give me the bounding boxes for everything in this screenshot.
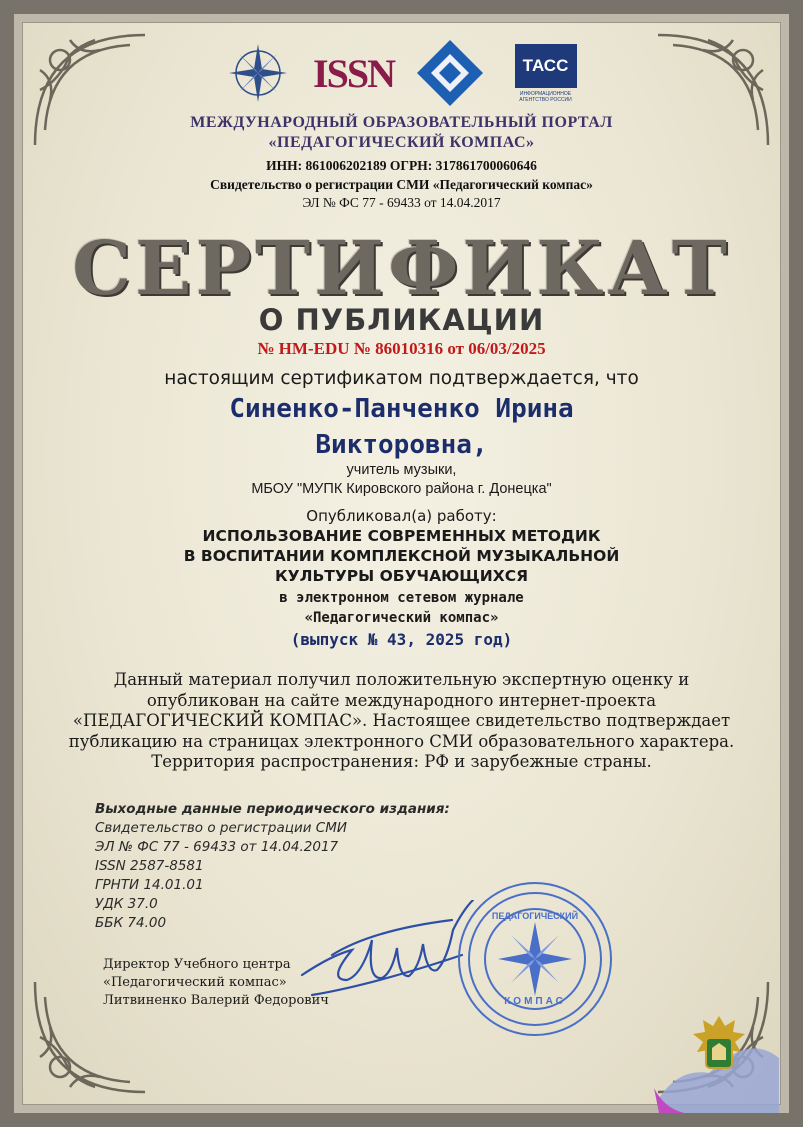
description-line: Территория распространения: РФ и зарубежные страны. (151, 752, 652, 771)
compass-rose-icon (223, 38, 293, 108)
recipient-position: учитель музыки, (346, 462, 457, 478)
output-line: ISSN 2587-8581 (95, 858, 204, 874)
portal-name: «ПЕДАГОГИЧЕСКИЙ КОМПАС» (268, 134, 535, 151)
output-line: ЭЛ № ФС 77 - 69433 от 14.04.2017 (95, 839, 339, 855)
output-line: ББК 74.00 (95, 915, 167, 931)
tass-subtitle: ИНФОРМАЦИОННОЕ АГЕНТСТВО РОССИИ (519, 90, 572, 103)
tass-mark: ТАСС (515, 44, 577, 88)
issn-logo: ISSN (313, 50, 394, 96)
director-title: Директор Учебного центра (103, 957, 291, 972)
stamp-bottom-text: КОМПАС (504, 996, 566, 1007)
certificate-subtitle: О ПУБЛИКАЦИИ (258, 303, 545, 337)
journal-line2: «Педагогический компас» (304, 610, 499, 626)
recipient-organization: МБОУ "МУПК Кировского района г. Донецка" (251, 481, 552, 497)
official-stamp (456, 880, 614, 1038)
published-label: Опубликовал(а) работу: (306, 507, 497, 525)
description-line: Данный материал получил положительную экспертную оценку и (113, 670, 690, 689)
signature-icon (292, 900, 482, 1010)
coat-of-arms-icon (654, 1008, 784, 1116)
blue-diamond-icon (415, 38, 485, 108)
portal-title: МЕЖДУНАРОДНЫЙ ОБРАЗОВАТЕЛЬНЫЙ ПОРТАЛ (190, 114, 613, 131)
inn-ogrn: ИНН: 861006202189 ОГРН: 317861700060646 (266, 158, 537, 173)
issue-number: (выпуск № 43, 2025 год) (290, 630, 513, 649)
work-title-line3: КУЛЬТУРЫ ОБУЧАЮЩИХСЯ (274, 567, 529, 585)
output-heading: Выходные данные периодического издания: (95, 801, 450, 817)
confirm-text: настоящим сертификатом подтверждается, что (164, 368, 639, 389)
description-paragraph (40, 670, 763, 773)
output-line: ГРНТИ 14.01.01 (95, 877, 204, 893)
description-line: публикацию на страницах электронного СМИ образовательного характера. (68, 731, 735, 751)
work-title-line1: ИСПОЛЬЗОВАНИЕ СОВРЕМЕННЫХ МЕТОДИК (202, 527, 601, 545)
work-title-line2: В ВОСПИТАНИИ КОМПЛЕКСНОЙ МУЗЫКАЛЬНОЙ (183, 547, 620, 565)
description-line: «ПЕДАГОГИЧЕСКИЙ КОМПАС». Настоящее свидетельство подтверждает (72, 711, 731, 730)
output-line: УДК 37.0 (95, 896, 158, 912)
certificate-number: № НМ-EDU № 86010316 от 06/03/2025 (257, 339, 546, 358)
journal-line1: в электронном сетевом журнале (279, 590, 524, 606)
director-org: «Педагогический компас» (103, 975, 287, 990)
registration-text: Свидетельство о регистрации СМИ «Педагогический компас» (210, 177, 593, 192)
registration-number: ЭЛ № ФС 77 - 69433 от 14.04.2017 (302, 195, 501, 210)
recipient-name-line1: Синенко-Панченко Ирина (229, 394, 574, 424)
stamp-top-text: ПЕДАГОГИЧЕСКИЙ (491, 911, 579, 921)
output-line: Свидетельство о регистрации СМИ (95, 820, 347, 836)
tass-logo (511, 38, 581, 108)
certificate-title: СЕРТИФИКАТ (72, 226, 731, 312)
description-line: опубликован на сайте международного интернет-проекта (146, 690, 657, 710)
director-name: Литвиненко Валерий Федорович (103, 993, 329, 1008)
recipient-name-line2: Викторовна, (315, 430, 488, 460)
logo-row (0, 38, 803, 108)
